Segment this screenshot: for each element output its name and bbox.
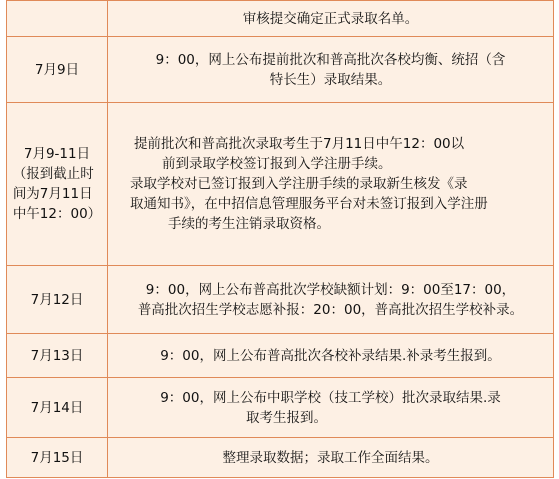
date-cell	[7, 37, 108, 103]
description-line: 普高批次招生学校志愿补报：20：00，普高批次招生学校补录。	[137, 301, 524, 318]
description-line: 9：00，网上公布提前批次和普高批次各校均衡、统招（含	[155, 51, 506, 68]
table-row	[7, 266, 554, 334]
schedule-table-container	[6, 0, 554, 478]
description-cell	[108, 103, 554, 266]
admission-schedule-table	[6, 0, 554, 478]
description-cell	[108, 37, 554, 103]
date-text: 7月9-11日	[23, 146, 91, 162]
description-line: 手续的考生注销录取资格。	[168, 216, 330, 232]
date-text: 间为7月11日	[12, 186, 93, 202]
date-cell	[7, 438, 108, 478]
description-line: 审核提交确定正式录取名单。	[242, 10, 419, 27]
description-line: 提前批次和普高批次录取考生于7月11日中午12：00以	[134, 136, 465, 152]
date-text: 7月13日	[30, 347, 84, 364]
description-line: 特长生）录取结果。	[269, 71, 392, 88]
date-cell	[7, 266, 108, 334]
description-line: 前到录取学校签订报到入学注册手续。	[162, 156, 392, 172]
description-line: 取考生报到。	[246, 409, 327, 426]
date-cell	[7, 1, 108, 37]
date-block	[13, 144, 101, 224]
date-cell	[7, 378, 108, 438]
table-row	[7, 37, 554, 103]
description-line: 9：00，网上公布中职学校（技工学校）批次录取结果.录	[160, 389, 501, 406]
date-text: 中午12：00）	[12, 206, 102, 222]
description-line: 整理录取数据；录取工作全面结果。	[222, 449, 439, 466]
date-cell	[7, 334, 108, 378]
date-text: （报到截止时	[12, 166, 94, 182]
description-cell	[108, 266, 554, 334]
description-cell	[108, 438, 554, 478]
description-line: 9：00，网上公布普高批次学校缺额计划：9：00至17：00，	[145, 281, 516, 298]
description-cell	[108, 1, 554, 37]
date-text: 7月15日	[30, 449, 84, 466]
description-cell	[108, 378, 554, 438]
date-text: 7月12日	[30, 291, 84, 308]
table-row	[7, 378, 554, 438]
description-cell	[108, 334, 554, 378]
description-line: 录取学校对已签订报到入学注册手续的录取新生核发《录	[130, 176, 468, 192]
table-row	[7, 103, 554, 266]
table-row	[7, 334, 554, 378]
table-row	[7, 1, 554, 37]
table-row	[7, 438, 554, 478]
description-line: 取通知书》，在中招信息管理服务平台对未签订报到入学注册	[130, 196, 488, 212]
date-cell	[7, 103, 108, 266]
date-text: 7月9日	[34, 61, 80, 78]
date-text: 7月14日	[30, 399, 84, 416]
description-line: 9：00，网上公布普高批次各校补录结果.补录考生报到。	[160, 347, 501, 364]
